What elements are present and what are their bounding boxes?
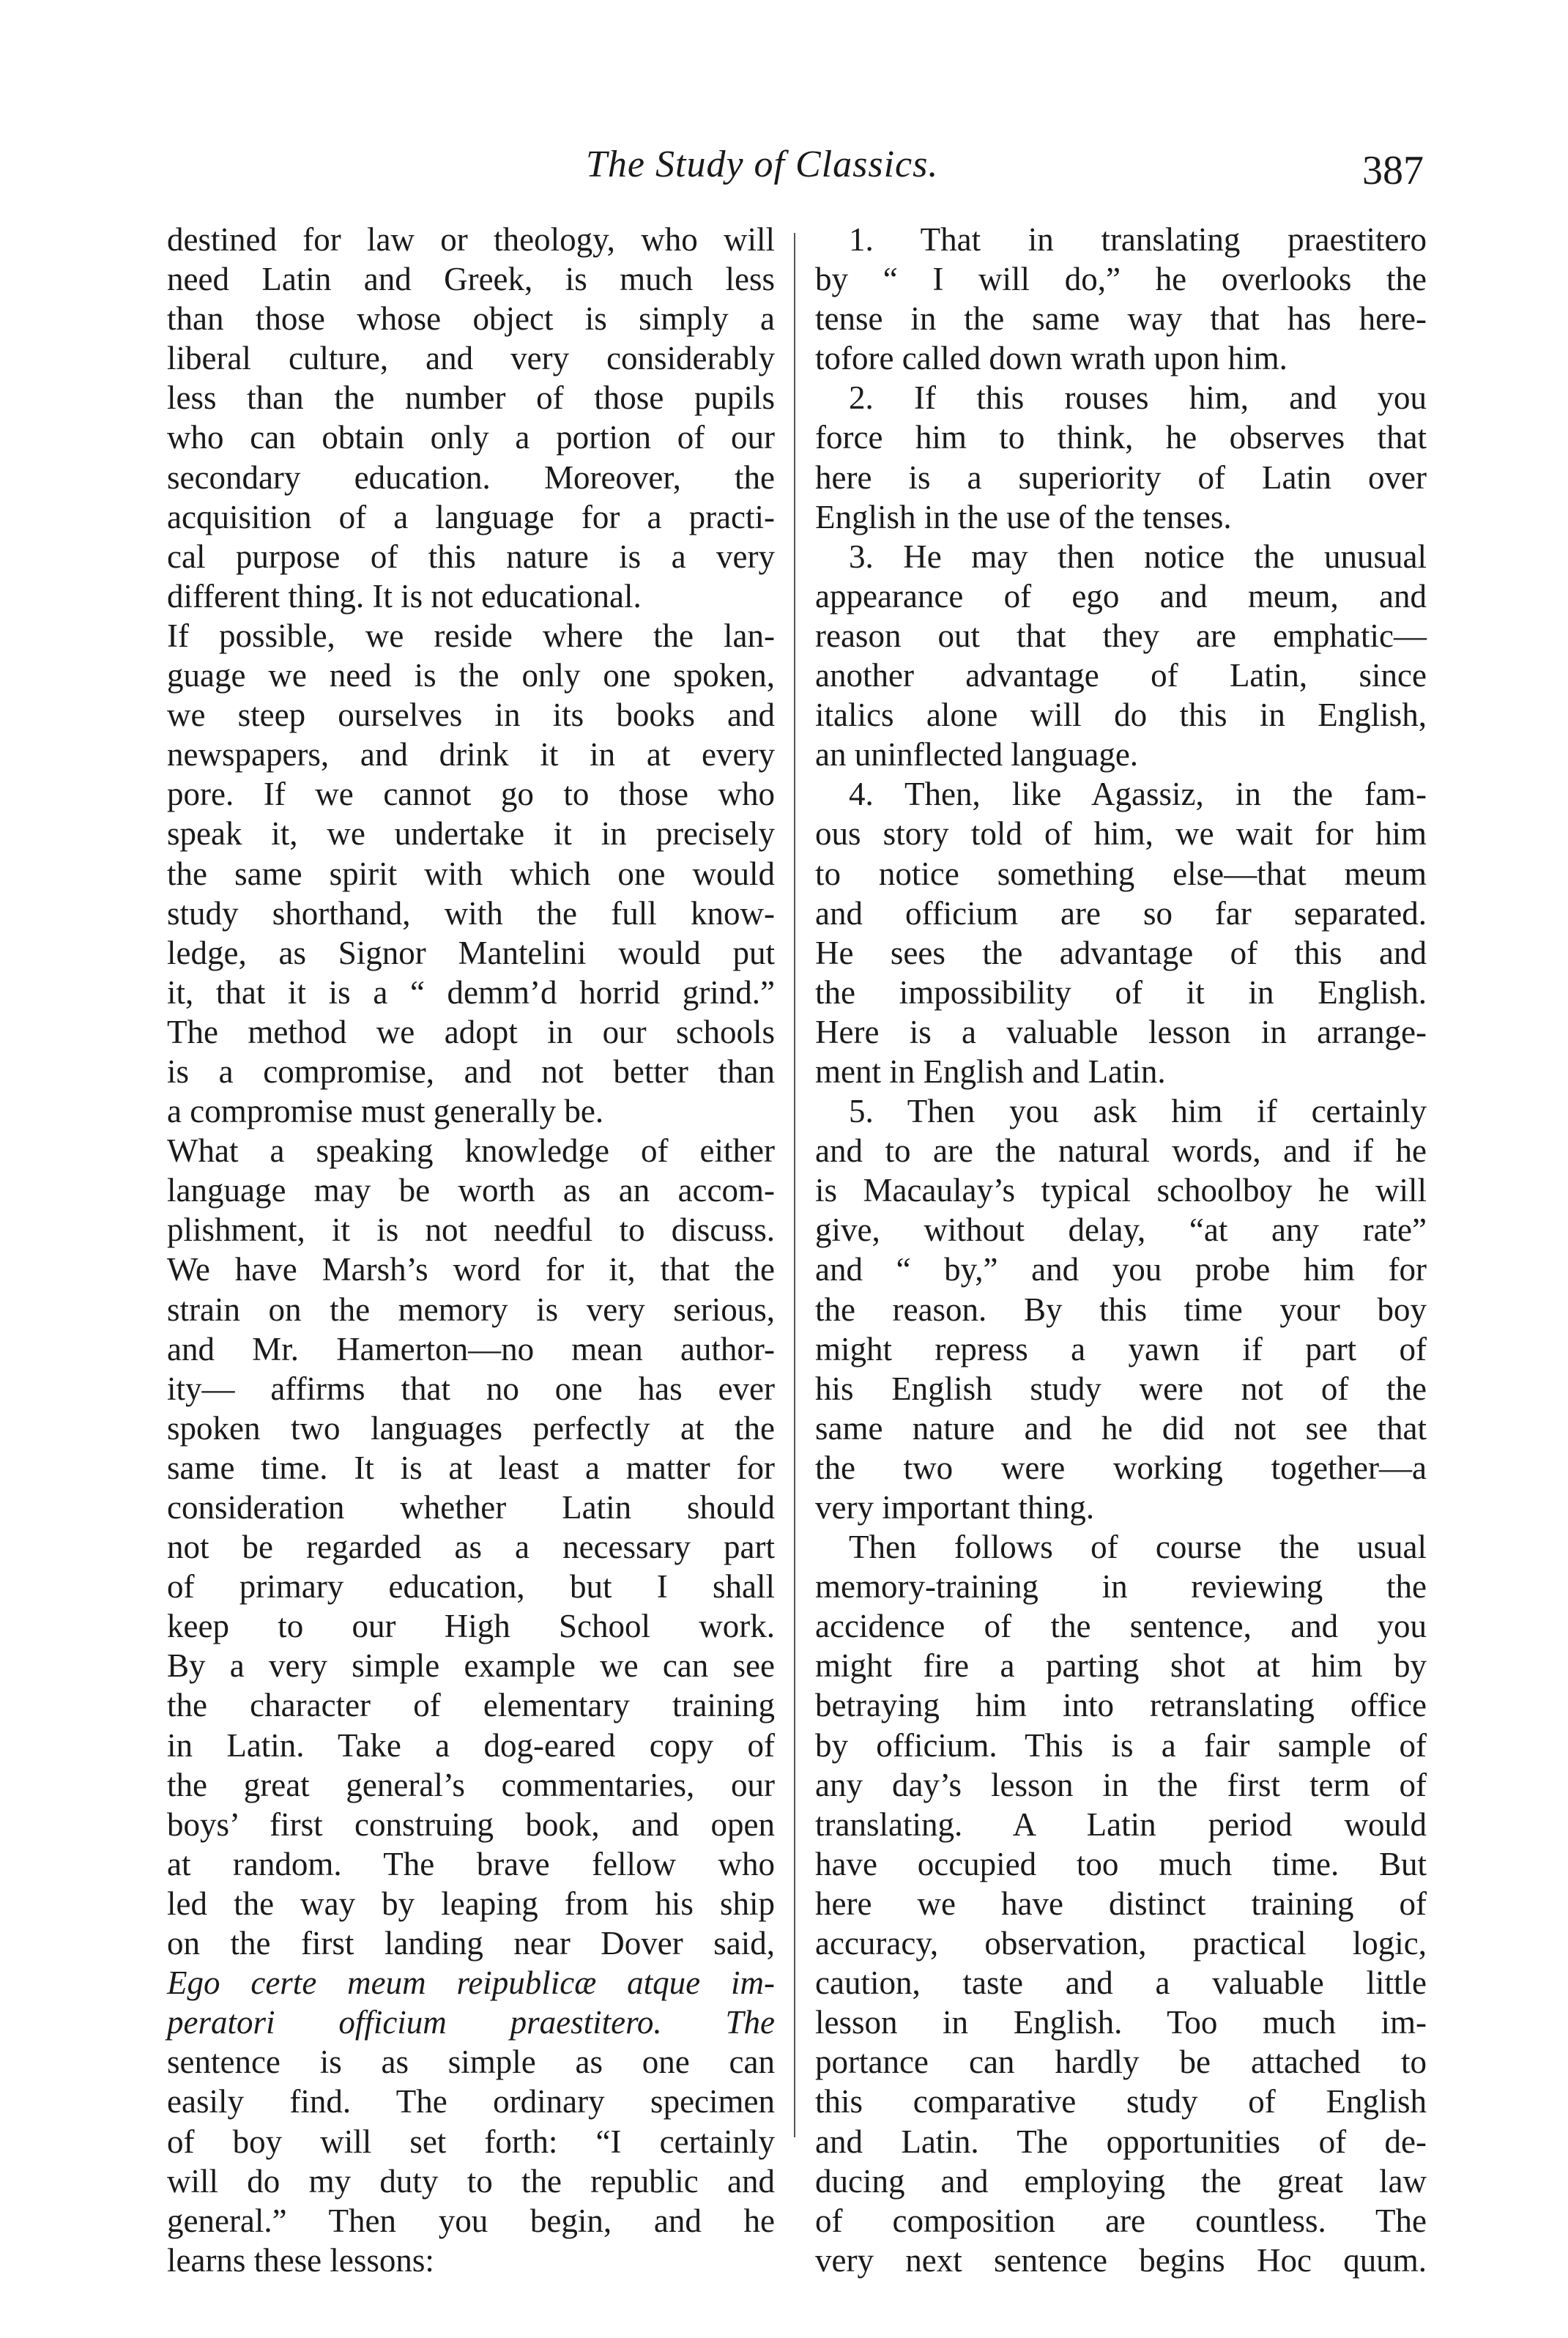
text-line: have occupied too much time. But: [815, 1845, 1427, 1882]
text-line: study shorthand, with the full know-: [167, 894, 775, 932]
text-line: the reason. By this time your boy: [815, 1291, 1427, 1328]
text-line: a compromise must generally be.: [167, 1093, 604, 1130]
column-divider: [794, 233, 795, 2137]
text-line: Then follows of course the usual: [849, 1529, 1427, 1566]
text-line: the character of elementary training: [167, 1687, 775, 1724]
text-line: 5. Then you ask him if certainly: [849, 1093, 1427, 1130]
text-line: and to are the natural words, and if he: [815, 1132, 1427, 1170]
text-line: and Mr. Hamerton—no mean author-: [167, 1330, 775, 1367]
text-line: ous story told of him, we wait for him: [815, 815, 1427, 853]
running-title: The Study of Classics.: [586, 144, 939, 185]
text-line: Ego certe meum reipublicæ atque im-: [167, 1964, 775, 2002]
text-line: his English study were not of the: [815, 1370, 1427, 1407]
text-line: Here is a valuable lesson in arrange-: [815, 1013, 1427, 1050]
text-line: ducing and employing the great law: [815, 2162, 1427, 2200]
text-line: caution, taste and a valuable little: [815, 1964, 1427, 2002]
text-line: portance can hardly be attached to: [815, 2044, 1427, 2081]
text-line: here is a superiority of Latin over: [815, 459, 1427, 496]
text-line: and officium are so far separated.: [815, 894, 1427, 932]
text-line: If possible, we reside where the lan-: [167, 617, 775, 654]
text-line: ledge, as Signor Mantelini would put: [167, 934, 775, 971]
text-line: lesson in English. Too much im-: [815, 2004, 1427, 2041]
text-line: of composition are countless. The: [815, 2202, 1427, 2239]
text-line: the same spirit with which one would: [167, 855, 775, 892]
text-line: at random. The brave fellow who: [167, 1845, 775, 1882]
text-line: English in the use of the tenses.: [815, 498, 1232, 535]
text-line: led the way by leaping from his ship: [167, 1885, 775, 1922]
text-line: ment in English and Latin.: [815, 1053, 1166, 1090]
text-line: less than the number of those pupils: [167, 379, 775, 417]
text-line: newspapers, and drink it in at every: [167, 736, 775, 773]
text-line: ity— affirms that no one has ever: [167, 1370, 775, 1407]
text-line: this comparative study of English: [815, 2083, 1427, 2120]
text-line: on the first landing near Dover said,: [167, 1925, 775, 1962]
text-line: different thing. It is not educational.: [167, 577, 642, 615]
text-line: secondary education. Moreover, the: [167, 459, 775, 496]
text-line: we steep ourselves in its books and: [167, 697, 775, 734]
text-line: tense in the same way that has here-: [815, 300, 1427, 338]
text-line: 1. That in translating praestitero: [849, 221, 1427, 258]
text-line: speak it, we undertake it in precisely: [167, 815, 775, 853]
text-line: same time. It is at least a matter for: [167, 1449, 775, 1486]
text-line: pore. If we cannot go to those who: [167, 776, 775, 813]
text-line: translating. A Latin period would: [815, 1806, 1427, 1843]
text-line: another advantage of Latin, since: [815, 657, 1427, 694]
text-line: need Latin and Greek, is much less: [167, 261, 775, 298]
text-line: to notice something else—that meum: [815, 855, 1427, 892]
text-line: reason out that they are emphatic—: [815, 617, 1427, 654]
text-line: of primary education, but I shall: [167, 1568, 775, 1606]
text-line: the two were working together—a: [815, 1449, 1427, 1486]
right-text-column: [815, 220, 1427, 2280]
text-line: tofore called down wrath upon him.: [815, 340, 1288, 377]
text-line: peratori officium praestitero. The: [167, 2004, 775, 2041]
text-line: accidence of the sentence, and you: [815, 1608, 1427, 1645]
text-line: who can obtain only a portion of our: [167, 419, 775, 456]
text-line: sentence is as simple as one can: [167, 2044, 775, 2081]
text-line: 2. If this rouses him, and you: [849, 379, 1427, 417]
text-line: and “ by,” and you probe him for: [815, 1251, 1427, 1288]
text-line: in Latin. Take a dog-eared copy of: [167, 1726, 775, 1764]
text-line: memory-training in reviewing the: [815, 1568, 1427, 1606]
text-line: spoken two languages perfectly at the: [167, 1409, 775, 1447]
text-line: plishment, it is not needful to discuss.: [167, 1211, 775, 1249]
text-line: of boy will set forth: “I certainly: [167, 2123, 775, 2160]
text-line: appearance of ego and meum, and: [815, 577, 1427, 615]
text-line: cal purpose of this nature is a very: [167, 538, 775, 575]
text-line: accuracy, observation, practical logic,: [815, 1925, 1427, 1962]
text-line: is Macaulay’s typical schoolboy he will: [815, 1172, 1427, 1209]
text-line: very important thing.: [815, 1489, 1095, 1526]
text-line: any day’s lesson in the first term of: [815, 1766, 1427, 1803]
text-line: by “ I will do,” he overlooks the: [815, 261, 1427, 298]
text-line: keep to our High School work.: [167, 1608, 775, 1645]
text-line: betraying him into retranslating office: [815, 1687, 1427, 1724]
text-line: give, without delay, “at any rate”: [815, 1211, 1427, 1249]
text-line: and Latin. The opportunities of de-: [815, 2123, 1427, 2160]
left-text-column: [167, 220, 775, 2280]
text-line: is a compromise, and not better than: [167, 1053, 775, 1090]
text-line: might fire a parting shot at him by: [815, 1647, 1427, 1685]
text-line: same nature and he did not see that: [815, 1409, 1427, 1447]
text-line: might repress a yawn if part of: [815, 1330, 1427, 1367]
page-header: [0, 143, 1568, 209]
text-line: We have Marsh’s word for it, that the: [167, 1251, 775, 1288]
text-line: the impossibility of it in English.: [815, 973, 1427, 1011]
text-line: By a very simple example we can see: [167, 1647, 775, 1685]
text-line: liberal culture, and very considerably: [167, 340, 775, 377]
text-line: not be regarded as a necessary part: [167, 1529, 775, 1566]
text-line: He sees the advantage of this and: [815, 934, 1427, 971]
text-line: acquisition of a language for a practi-: [167, 498, 775, 535]
text-line: 3. He may then notice the unusual: [849, 538, 1427, 575]
text-line: What a speaking knowledge of either: [167, 1132, 775, 1170]
text-line: The method we adopt in our schools: [167, 1013, 775, 1050]
text-line: general.” Then you begin, and he: [167, 2202, 775, 2239]
text-line: here we have distinct training of: [815, 1885, 1427, 1922]
text-line: boys’ first construing book, and open: [167, 1806, 775, 1843]
text-line: guage we need is the only one spoken,: [167, 657, 775, 694]
text-line: it, that it is a “ demm’d horrid grind.”: [167, 973, 775, 1011]
page-number: 387: [1362, 148, 1424, 193]
text-line: italics alone will do this in English,: [815, 697, 1427, 734]
text-line: force him to think, he observes that: [815, 419, 1427, 456]
text-line: destined for law or theology, who will: [167, 221, 775, 258]
text-line: an uninflected language.: [815, 736, 1139, 773]
text-line: than those whose object is simply a: [167, 300, 775, 338]
text-line: easily find. The ordinary specimen: [167, 2083, 775, 2120]
text-line: will do my duty to the republic and: [167, 2162, 775, 2200]
text-line: strain on the memory is very serious,: [167, 1291, 775, 1328]
text-line: consideration whether Latin should: [167, 1489, 775, 1526]
text-line: language may be worth as an accom-: [167, 1172, 775, 1209]
text-line: by officium. This is a fair sample of: [815, 1726, 1427, 1764]
text-line: learns these lessons:: [167, 2241, 434, 2279]
text-line: the great general’s commentaries, our: [167, 1766, 775, 1803]
text-line: 4. Then, like Agassiz, in the fam-: [849, 776, 1427, 813]
text-line: very next sentence begins Hoc quum.: [815, 2241, 1427, 2279]
